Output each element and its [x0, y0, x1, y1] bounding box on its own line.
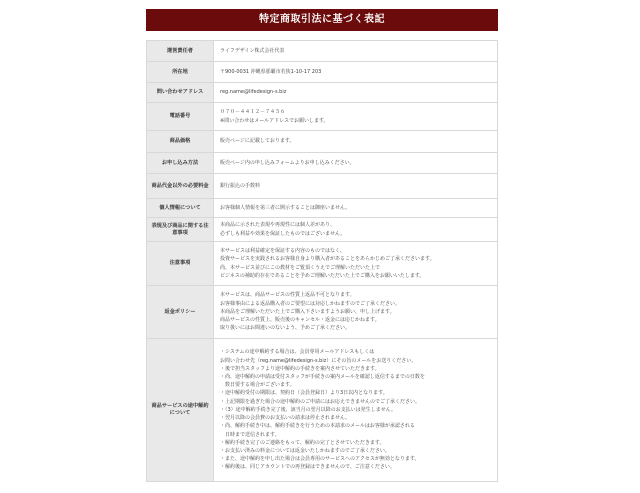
row-value: [214, 199, 498, 218]
value-line: reg.name@lifedesign-s.biz: [220, 89, 287, 96]
value-line: ・システムの途中解約する場合は、会員専用メールアドレスもしくは: [220, 349, 375, 356]
value-line: ・上記期限を過ぎた場合の途中解約のご申請にはお応えできませんのでご了承ください。: [220, 398, 421, 405]
row-label: 問い合わせアドレス: [147, 83, 214, 103]
table-row: [147, 242, 498, 286]
value-line: 販売ページ内の申し込みフォームよりお申し込みください。: [220, 159, 355, 166]
value-line: 本サービスは、商品サービスの性質上返品不可となります。: [220, 292, 355, 299]
value-line: 日時まで送信されます。: [220, 431, 280, 438]
value-line: 投資サービスを実践されるお客様自身より購入者があることをあらかじめご了承くださいます。: [220, 256, 435, 263]
disclosure-table: [146, 40, 498, 482]
table-row: [147, 199, 498, 218]
value-line: 尚、本サービス並びにこの教材をご覧頂くうえでご理解いただいた上で: [220, 264, 381, 271]
value-line: ・（3）途中解約手続き完了後、該当月の翌月以降のお支払いは発生しません。: [220, 406, 396, 413]
row-label: 電話番号: [147, 103, 214, 131]
value-line: ライフデザイン株式会社代表: [220, 47, 285, 54]
row-label: 商品代金以外の必要料金: [147, 174, 214, 199]
value-line: 必ずしも利益や効果を保証したものではございません。: [220, 230, 346, 237]
table-row: [147, 83, 498, 103]
value-line: ・翌月以降の会員費のお支払いの請求は停止されません。: [220, 415, 351, 422]
row-value: [214, 174, 498, 199]
value-line: 販売ページに記載しております。: [220, 138, 295, 145]
row-label: お申し込み方法: [147, 153, 214, 174]
row-value: [214, 62, 498, 83]
value-line: 本商品をご理解いただいた上でご購入下さいますようお願い、申し上げます。: [220, 308, 395, 315]
row-label: 個人情報について: [147, 199, 214, 218]
table-row: [147, 131, 498, 153]
value-line: ・解約後は、同じアカウントでの再登録はできませんので、ご注意ください。: [220, 464, 395, 471]
row-label: 表現及び商品に関する注意事項: [147, 218, 214, 242]
row-value: [214, 131, 498, 153]
row-value: [214, 339, 498, 482]
row-label: 返金ポリシー: [147, 286, 214, 339]
row-label: 所在地: [147, 62, 214, 83]
value-line: ・尚、解約手続き中は、解約手続きを行うための本請求のメールはお客様が承認される: [220, 423, 415, 430]
table-row: [147, 153, 498, 174]
table-row: [147, 174, 498, 199]
value-line: 数日要する場合がございます。: [220, 382, 295, 389]
value-line: ・また、途中解約を申し出た場合は会員専用のサービスへのアクセスが無効となります。: [220, 456, 420, 463]
page-title: 特定商取引法に基づく表記: [146, 9, 498, 31]
row-value: [214, 218, 498, 242]
table-row: [147, 103, 498, 131]
row-label: 商品価格: [147, 131, 214, 153]
value-line: お客様個人情報を第三者に開示することは御座いません。: [220, 204, 351, 211]
table-row: [147, 41, 498, 62]
row-value: [214, 153, 498, 174]
value-line: ・尚、途中解約の申請は受付スタッフが手続きの案内メールを確認し返信するまでの日数を: [220, 374, 425, 381]
table-row: [147, 286, 498, 339]
row-value: [214, 286, 498, 339]
value-line: 取り扱いにはお間違いのないよう、予めご了承ください。: [220, 325, 351, 332]
page-content: [146, 9, 498, 482]
value-line: お問い合わせ先（reg.name@lifedesign-s.biz）にその旨のメールをお送りください。: [220, 357, 417, 364]
value-line: お客様事由による返品購入者のご要望には対応しかねますのでご了承ください。: [220, 300, 401, 307]
value-line: ・後で担当スタッフより途中解約の手続きを案内させていただきます。: [220, 365, 380, 372]
value-line: 本商品に示された表現や再現性には個人差があり、: [220, 222, 336, 229]
value-line: 商品サービスの性質上、販売後のキャンセル・返金には応じかねます。: [220, 317, 380, 324]
row-value: [214, 242, 498, 286]
value-line: ・途中解約受付の期限は、契約日（会員登録日）より3日以内となります。: [220, 390, 388, 397]
value-line: ・解約手続き完了のご連絡をもって、解約の完了とさせていただきます。: [220, 439, 385, 446]
row-value: [214, 83, 498, 103]
table-row: [147, 339, 498, 482]
value-line: ※問い合わせはメールアドレスでお願いします。: [220, 117, 329, 124]
row-label: 注意事項: [147, 242, 214, 286]
value-line: ビジネスの補助的存在であることを予めご理解いただいた上でご購入をお願いいたします。: [220, 272, 425, 279]
row-value: [214, 103, 498, 131]
table-row: [147, 218, 498, 242]
row-value: [214, 41, 498, 62]
value-line: 〒900-0031 沖縄県那覇市若狭1-10-17 203: [220, 68, 322, 75]
table-row: [147, 62, 498, 83]
value-line: 本サービスは利益確定を保証する内容のものではなく、: [220, 248, 345, 255]
value-line: ・お支払い済みの料金については返金いたしかねますのでご了承ください。: [220, 447, 390, 454]
value-line: 銀行振込の手数料: [220, 182, 261, 189]
row-label: 商品サービスの途中解約について: [147, 339, 214, 482]
row-label: 運営責任者: [147, 41, 214, 62]
value-line: ０７０－４４１２－７４５６: [220, 109, 286, 116]
